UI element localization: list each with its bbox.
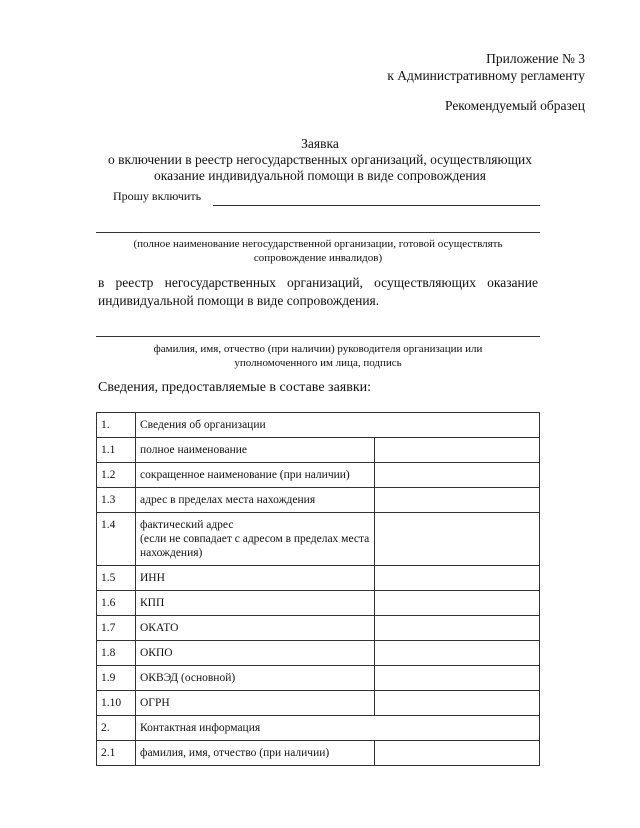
row-number: 1.10 xyxy=(97,691,136,716)
table-row xyxy=(97,716,540,741)
row-number: 1.5 xyxy=(97,566,136,591)
request-body-text: в реестр негосударственных организаций, осуществляющих оказание индивидуальной помощи в виде сопровождения. xyxy=(98,275,538,308)
organization-caption-1: (полное наименование негосударственной организации, готовой осуществлять xyxy=(133,238,503,250)
field-label: КПП xyxy=(136,591,375,616)
organization-input-line-1[interactable] xyxy=(213,205,540,206)
document-subtitle-line-2: оказание индивидуальной помощи в виде сопровождения xyxy=(154,168,486,183)
regulation-reference: к Административному регламенту xyxy=(387,68,585,83)
table-row xyxy=(97,463,540,488)
field-label: ОКПО xyxy=(136,641,375,666)
field-label: ОКВЭД (основной) xyxy=(136,666,375,691)
field-label: ОКАТО xyxy=(136,616,375,641)
row-number: 1.8 xyxy=(97,641,136,666)
row-number: 1.3 xyxy=(97,488,136,513)
table-row xyxy=(97,691,540,716)
table-row xyxy=(97,641,540,666)
field-value-cell[interactable] xyxy=(375,438,540,463)
field-label: адрес в пределах места нахождения xyxy=(136,488,375,513)
field-value-cell[interactable] xyxy=(375,691,540,716)
field-label: ИНН xyxy=(136,566,375,591)
organization-caption-2: сопровождение инвалидов) xyxy=(253,252,383,264)
signer-caption-1: фамилия, имя, отчество (при наличии) руководителя организации или xyxy=(153,343,483,355)
organization-input-line-2[interactable] xyxy=(96,232,540,233)
row-number: 1. xyxy=(97,413,136,438)
info-heading: Сведения, предоставляемые в составе заявки: xyxy=(98,380,372,395)
field-value-cell[interactable] xyxy=(375,666,540,691)
sample-label: Рекомендуемый образец xyxy=(444,98,585,113)
field-value-cell[interactable] xyxy=(375,463,540,488)
field-value-cell[interactable] xyxy=(375,591,540,616)
table-row xyxy=(97,513,540,566)
field-value-cell[interactable] xyxy=(375,741,540,766)
field-value-cell[interactable] xyxy=(375,566,540,591)
application-details-table xyxy=(96,412,540,766)
table-row xyxy=(97,438,540,463)
field-value-cell[interactable] xyxy=(375,641,540,666)
field-label: фамилия, имя, отчество (при наличии) xyxy=(136,741,375,766)
section-label: Сведения об организации xyxy=(136,413,540,438)
row-number: 1.1 xyxy=(97,438,136,463)
table-row xyxy=(97,666,540,691)
field-value-cell[interactable] xyxy=(375,513,540,566)
table-row xyxy=(97,488,540,513)
row-number: 2.1 xyxy=(97,741,136,766)
table-row xyxy=(97,616,540,641)
request-label: Прошу включить xyxy=(113,189,202,203)
field-value-cell[interactable] xyxy=(375,616,540,641)
field-label: полное наименование xyxy=(136,438,375,463)
appendix-number: Приложение № 3 xyxy=(486,51,585,66)
field-label: ОГРН xyxy=(136,691,375,716)
field-label: фактический адрес (если не совпадает с адресом в пределах места нахождения) xyxy=(136,513,375,566)
row-number: 2. xyxy=(97,716,136,741)
signer-caption-2: уполномоченного им лица, подпись xyxy=(234,357,402,369)
table-row xyxy=(97,741,540,766)
table-row xyxy=(97,413,540,438)
document-title: Заявка xyxy=(301,136,339,151)
row-number: 1.7 xyxy=(97,616,136,641)
field-value-cell[interactable] xyxy=(375,488,540,513)
row-number: 1.6 xyxy=(97,591,136,616)
table-row xyxy=(97,566,540,591)
row-number: 1.4 xyxy=(97,513,136,566)
section-label: Контактная информация xyxy=(136,716,540,741)
field-label: сокращенное наименование (при наличии) xyxy=(136,463,375,488)
document-subtitle-line-1: о включении в реестр негосударственных организаций, осуществляющих xyxy=(108,152,532,167)
table-row xyxy=(97,591,540,616)
row-number: 1.2 xyxy=(97,463,136,488)
signer-input-line[interactable] xyxy=(96,336,540,337)
row-number: 1.9 xyxy=(97,666,136,691)
